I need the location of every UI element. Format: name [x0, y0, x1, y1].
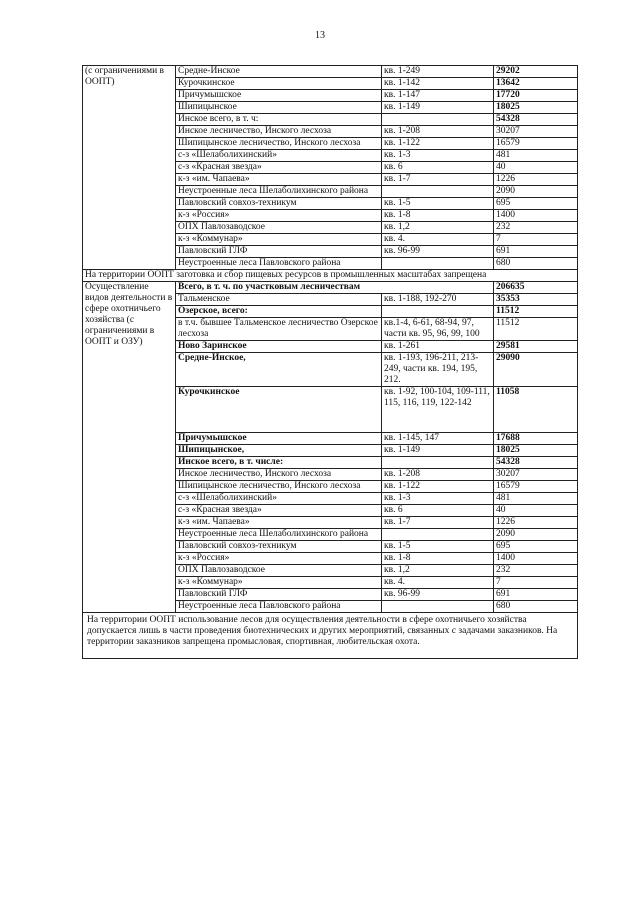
row-name: Средне-Инское, — [176, 353, 382, 387]
row-name: Шипицынское, — [176, 445, 382, 457]
row-name: Причумышское — [176, 433, 382, 445]
row-area: 40 — [494, 162, 578, 174]
row-name: Ново Заринское — [176, 341, 382, 353]
row-quarters: кв. 1-149 — [382, 445, 494, 457]
row-name: Всего, в т. ч. по участковым лесничествам — [176, 282, 494, 294]
row-name: Неустроенные леса Павловского района — [176, 258, 382, 270]
row-area: 232 — [494, 565, 578, 577]
row-name: к-з «Россия» — [176, 210, 382, 222]
row-quarters: кв.1-4, 6-61, 68-94, 97, части кв. 95, 96, 99, 100 — [382, 318, 494, 341]
forest-use-table — [82, 65, 578, 659]
row-area: 11512 — [494, 318, 578, 341]
row-area: 2090 — [494, 186, 578, 198]
row-quarters: кв. 1-5 — [382, 198, 494, 210]
row-quarters: кв. 1-92, 100-104, 109-111, 115, 116, 119, 122-142 — [382, 387, 494, 433]
row-quarters: кв. 1-149 — [382, 102, 494, 114]
row-name: Инское всего, в т. ч: — [176, 114, 382, 126]
row-area: 7 — [494, 577, 578, 589]
row-area: 54328 — [494, 114, 578, 126]
row-quarters: кв. 1-193, 196-211, 213-249, части кв. 194, 195, 212. — [382, 353, 494, 387]
row-quarters — [382, 258, 494, 270]
row-name: Шипицынское лесничество, Инского лесхоза — [176, 481, 382, 493]
row-area: 40 — [494, 505, 578, 517]
row-name: к-з «Коммунар» — [176, 234, 382, 246]
row-name: с-з «Шелаболихинский» — [176, 150, 382, 162]
row-quarters: кв. 6 — [382, 505, 494, 517]
row-quarters — [382, 186, 494, 198]
row-area: 16579 — [494, 481, 578, 493]
section-2-body — [83, 282, 578, 613]
row-area: 680 — [494, 258, 578, 270]
row-area: 695 — [494, 198, 578, 210]
row-quarters: кв. 1-261 — [382, 341, 494, 353]
row-name: ОПХ Павлозаводское — [176, 565, 382, 577]
row-name: Причумышское — [176, 90, 382, 102]
row-quarters: кв. 4. — [382, 234, 494, 246]
row-quarters: кв. 4. — [382, 577, 494, 589]
row-quarters: кв. 1-7 — [382, 174, 494, 186]
row-area: 16579 — [494, 138, 578, 150]
row-area: 11512 — [494, 306, 578, 318]
row-name: Неустроенные леса Шелаболихинского района — [176, 529, 382, 541]
section-1-body — [83, 66, 578, 270]
row-area: 1226 — [494, 517, 578, 529]
row-name: Неустроенные леса Павловского района — [176, 601, 382, 613]
row-name: к-з «Россия» — [176, 553, 382, 565]
row-quarters: кв. 1-7 — [382, 517, 494, 529]
row-area: 691 — [494, 246, 578, 258]
row-area: 232 — [494, 222, 578, 234]
row-name: к-з «им. Чапаева» — [176, 174, 382, 186]
row-area: 1226 — [494, 174, 578, 186]
row-name: Шипицынское лесничество, Инского лесхоза — [176, 138, 382, 150]
row-area: 481 — [494, 150, 578, 162]
table-row — [83, 66, 578, 78]
table-row — [83, 282, 578, 294]
row-area: 17720 — [494, 90, 578, 102]
row-area: 30207 — [494, 469, 578, 481]
row-name: Павловский совхоз-техникум — [176, 541, 382, 553]
row-quarters — [382, 306, 494, 318]
row-area: 29090 — [494, 353, 578, 387]
row-quarters: кв. 1-208 — [382, 126, 494, 138]
row-name: с-з «Шелаболихинский» — [176, 493, 382, 505]
row-name: Инское лесничество, Инского лесхоза — [176, 126, 382, 138]
row-name: Неустроенные леса Шелаболихинского района — [176, 186, 382, 198]
page-number: 13 — [315, 30, 325, 41]
row-quarters: кв. 1-8 — [382, 210, 494, 222]
row-quarters: кв. 1-147 — [382, 90, 494, 102]
row-quarters — [382, 529, 494, 541]
row-quarters: кв. 1-5 — [382, 541, 494, 553]
row-area: 7 — [494, 234, 578, 246]
row-quarters: кв. 1-142 — [382, 78, 494, 90]
row-quarters: кв. 1,2 — [382, 565, 494, 577]
row-name: к-з «Коммунар» — [176, 577, 382, 589]
row-quarters: кв. 1,2 — [382, 222, 494, 234]
row-name: Павловский совхоз-техникум — [176, 198, 382, 210]
row-area: 54328 — [494, 457, 578, 469]
row-name: с-з «Красная звезда» — [176, 162, 382, 174]
row-quarters: кв. 96-99 — [382, 246, 494, 258]
note-2: На территории ООПТ использование лесов для осуществления деятельности в сфере охотничьего хозяйства допускается лишь в части проведения биотехнических и других мероприятий, связанных с задачами заказников. На территории заказников запрещена промысловая, спортивная, любительская охота. — [83, 613, 578, 659]
row-name: Шипицынское — [176, 102, 382, 114]
row-name: с-з «Красная звезда» — [176, 505, 382, 517]
row-quarters: кв. 1-145, 147 — [382, 433, 494, 445]
row-quarters: кв. 1-3 — [382, 493, 494, 505]
row-area: 29202 — [494, 66, 578, 78]
row-name: Курочкинское — [176, 387, 382, 433]
note-row-2 — [83, 613, 578, 659]
row-name: Инское всего, в т. числе: — [176, 457, 382, 469]
row-name: Инское лесничество, Инского лесхоза — [176, 469, 382, 481]
row-name: Средне-Инское — [176, 66, 382, 78]
row-quarters: кв. 1-3 — [382, 150, 494, 162]
row-area: 11058 — [494, 387, 578, 433]
note-row-1 — [83, 270, 578, 282]
row-name: Павловский ГЛФ — [176, 246, 382, 258]
row-quarters: кв. 96-99 — [382, 589, 494, 601]
row-name: Озерское, всего: — [176, 306, 382, 318]
row-name: к-з «им. Чапаева» — [176, 517, 382, 529]
row-area: 680 — [494, 601, 578, 613]
row-name: Тальменское — [176, 294, 382, 306]
row-area: 18025 — [494, 102, 578, 114]
row-quarters — [382, 601, 494, 613]
row-area: 29581 — [494, 341, 578, 353]
row-area: 35353 — [494, 294, 578, 306]
row-area: 1400 — [494, 553, 578, 565]
row-area: 1400 — [494, 210, 578, 222]
row-name: Павловский ГЛФ — [176, 589, 382, 601]
row-name: ОПХ Павлозаводское — [176, 222, 382, 234]
row-area: 2090 — [494, 529, 578, 541]
row-quarters: кв. 1-122 — [382, 138, 494, 150]
row-name: в т.ч. бывшее Тальменское лесничество Озерское лесхоза — [176, 318, 382, 341]
row-quarters — [382, 114, 494, 126]
row-quarters: кв. 1-249 — [382, 66, 494, 78]
note-1: На территории ООПТ заготовка и сбор пищевых ресурсов в промышленных масштабах запрещена — [83, 270, 578, 282]
row-area: 691 — [494, 589, 578, 601]
row-area: 17688 — [494, 433, 578, 445]
row-area: 481 — [494, 493, 578, 505]
row-area: 13642 — [494, 78, 578, 90]
row-area: 30207 — [494, 126, 578, 138]
row-quarters: кв. 1-122 — [382, 481, 494, 493]
row-quarters: кв. 6 — [382, 162, 494, 174]
row-area: 206635 — [494, 282, 578, 294]
row-quarters: кв. 1-188, 192-270 — [382, 294, 494, 306]
row-name: Курочкинское — [176, 78, 382, 90]
section-label: (с ограничениями в ООПТ) — [83, 66, 176, 270]
row-quarters — [382, 457, 494, 469]
row-quarters: кв. 1-208 — [382, 469, 494, 481]
row-quarters: кв. 1-8 — [382, 553, 494, 565]
row-area: 18025 — [494, 445, 578, 457]
section-label: Осуществление видов деятельности в сфере охотничьего хозяйства (с ограничениями в ООПТ и ОЗУ) — [83, 282, 176, 613]
row-area: 695 — [494, 541, 578, 553]
